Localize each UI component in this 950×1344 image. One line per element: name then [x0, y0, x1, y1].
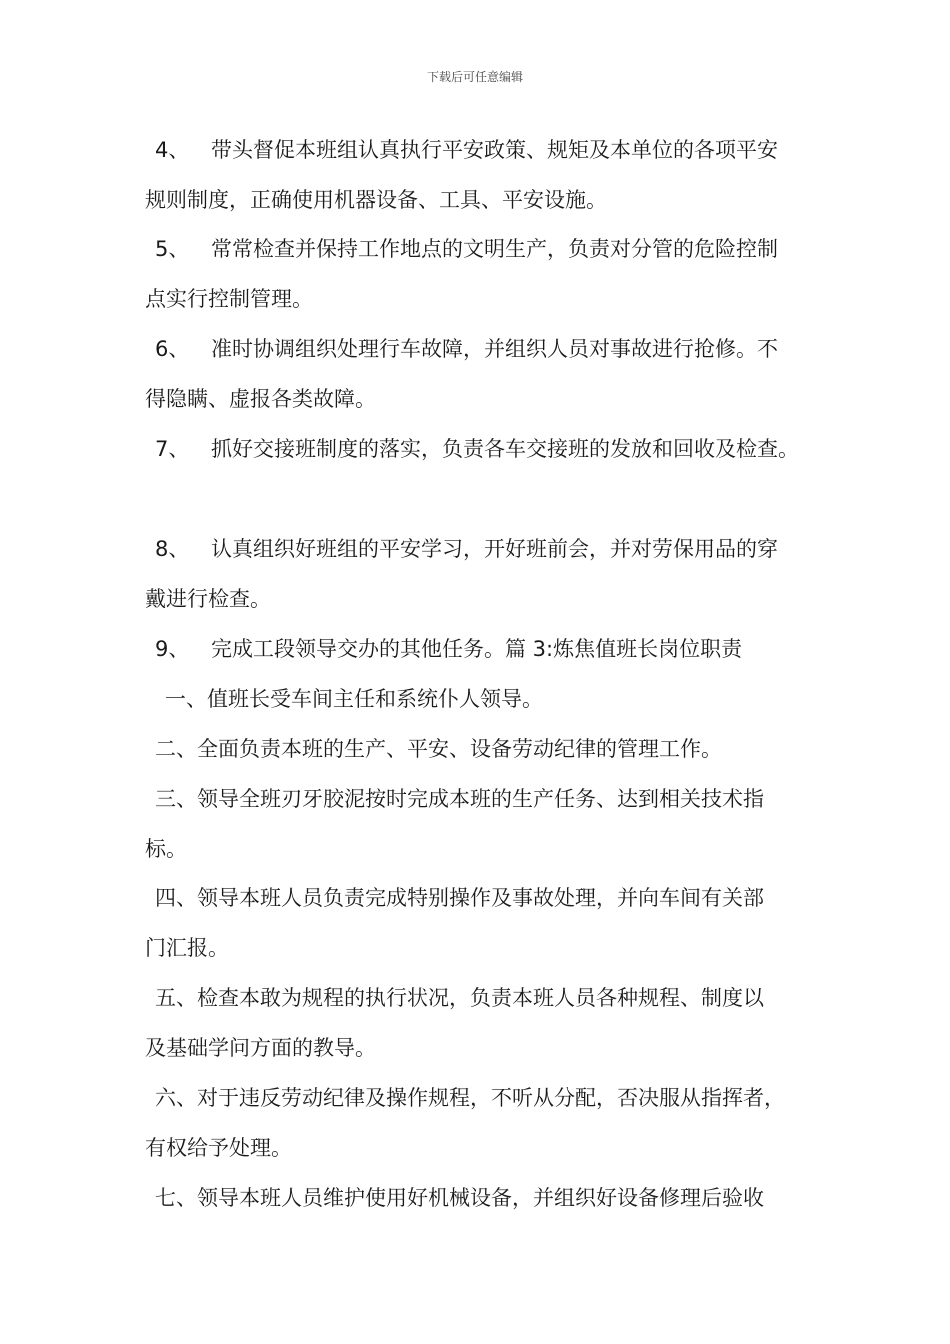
list-item-6-cont: 得隐瞒、虚报各类故障。: [145, 387, 376, 411]
duty-6: 六、对于违反劳动纪律及操作规程，不听从分配，否决服从指挥者，: [155, 1086, 785, 1110]
duty-7: 七、领导本班人员维护使用好机械设备，并组织好设备修理后验收: [155, 1186, 764, 1210]
list-item-9: 9、 完成工段领导交办的其他任务。篇 3:炼焦值班长岗位职责: [155, 637, 743, 661]
list-item-4: 4、 带头督促本班组认真执行平安政策、规矩及本单位的各项平安: [155, 138, 778, 162]
list-item-5-cont: 点实行控制管理。: [145, 287, 313, 311]
list-item-4-cont: 规则制度，正确使用机器设备、工具、平安设施。: [145, 188, 607, 212]
list-item-8: 8、 认真组织好班组的平安学习，开好班前会，并对劳保用品的穿: [155, 537, 778, 561]
list-item-6: 6、 准时协调组织处理行车故障，并组织人员对事故进行抢修。不: [155, 337, 778, 361]
list-item-7: 7、 抓好交接班制度的落实，负责各车交接班的发放和回收及检查。: [155, 437, 799, 461]
duty-3-cont: 标。: [145, 837, 187, 861]
duty-5: 五、检查本敢为规程的执行状况，负责本班人员各种规程、制度以: [155, 986, 764, 1010]
duty-2: 二、全面负责本班的生产、平安、设备劳动纪律的管理工作。: [155, 737, 722, 761]
duty-4-cont: 门汇报。: [145, 936, 229, 960]
duty-6-cont: 有权给予处理。: [145, 1136, 292, 1160]
list-item-5: 5、 常常检查并保持工作地点的文明生产，负责对分管的危险控制: [155, 237, 778, 261]
duty-5-cont: 及基础学问方面的教导。: [145, 1036, 376, 1060]
list-item-8-cont: 戴进行检查。: [145, 587, 271, 611]
duty-3: 三、领导全班刃牙胶泥按时完成本班的生产任务、达到相关技术指: [155, 787, 764, 811]
duty-4: 四、领导本班人员负责完成特别操作及事故处理，并向车间有关部: [155, 886, 764, 910]
duty-1: 一、值班长受车间主任和系统仆人领导。: [165, 687, 543, 711]
page-header: 下载后可任意编辑: [426, 70, 523, 84]
